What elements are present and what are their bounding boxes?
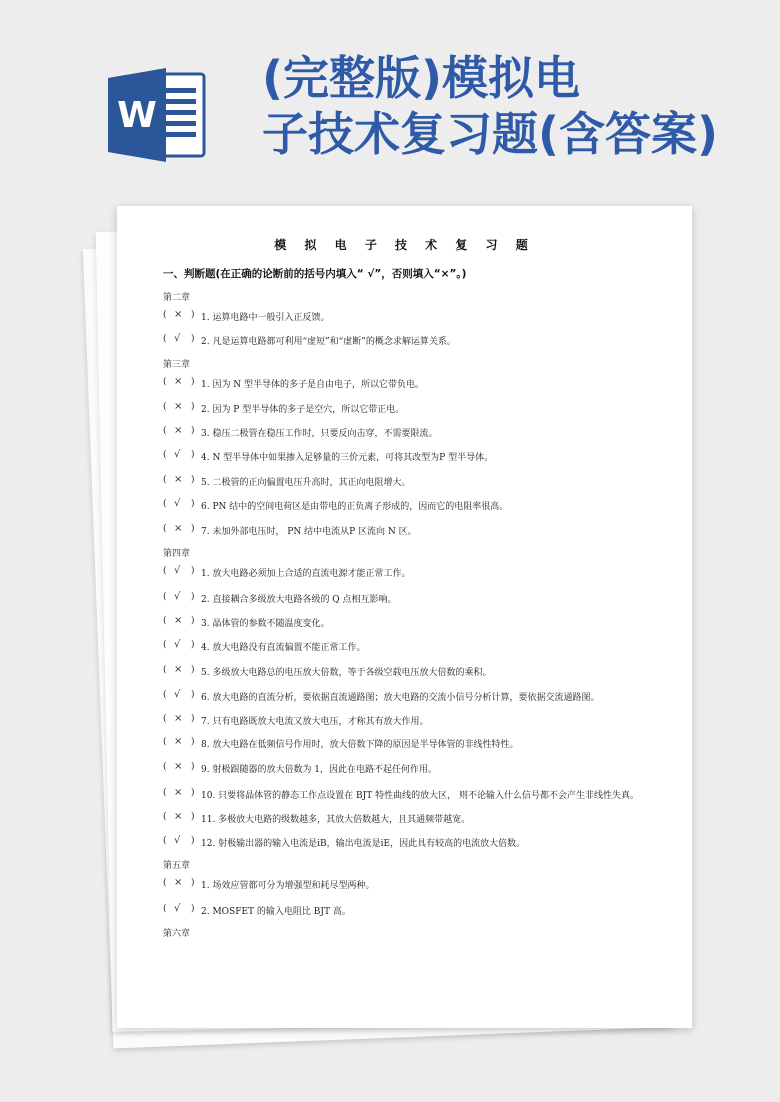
answer-mark: × (174, 736, 183, 747)
chapter-heading: 第六章 (163, 929, 191, 939)
banner-title-line2: 子技术复习题(含答案) (262, 107, 719, 161)
answer-mark: × (174, 713, 183, 724)
question-item: ( × ) 8. 放大电路在低频信号作用时，放大倍数下降的原因是半导体管的非线性特性。 (163, 736, 519, 750)
answer-mark: × (174, 877, 183, 888)
question-text: 5. 二极管的正向偏置电压升高时，其正向电阻增大。 (201, 478, 411, 488)
question-item: ( √ ) 6. 放大电路的直流分析，要依据直流通路图；放大电路的交流小信号分析计算，要依据交流通路图。 (163, 689, 600, 703)
answer-mark: × (174, 615, 183, 626)
word-icon (108, 68, 208, 162)
answer-mark: √ (174, 498, 181, 509)
question-item: ( √ ) 4. 放大电路没有直流偏置不能正常工作。 (163, 639, 366, 653)
question-item: ( × ) 1. 场效应管都可分为增强型和耗尽型两种。 (163, 877, 375, 891)
answer-mark: √ (174, 591, 181, 602)
answer-mark: √ (174, 565, 181, 576)
answer-mark: × (174, 474, 183, 485)
question-item: ( × ) 5. 二极管的正向偏置电压升高时，其正向电阻增大。 (163, 474, 411, 488)
question-text: 7. 只有电路既放大电流又放大电压，才称其有放大作用。 (201, 717, 429, 727)
question-item: ( √ ) 12. 射极输出器的输入电流是iB，输出电流是iE，因此具有较高的电流放大倍数。 (163, 835, 526, 849)
document-title: 模 拟 电 子 技 术 复 习 题 (274, 238, 535, 252)
question-item: ( × ) 7. 未加外部电压时， PN 结中电流从P 区流向 N 区。 (163, 523, 417, 537)
document-page (117, 206, 692, 1028)
question-item: ( × ) 9. 射极跟随器的放大倍数为 1，因此在电路不起任何作用。 (163, 761, 438, 775)
answer-mark: × (174, 309, 183, 320)
question-text: 2. 直接耦合多级放大电路各级的 Q 点相互影响。 (201, 595, 397, 605)
question-text: 3. 晶体管的参数不随温度变化。 (201, 619, 330, 629)
question-item: ( × ) 2. 因为 P 型半导体的多子是空穴，所以它带正电。 (163, 401, 405, 415)
answer-mark: × (174, 761, 183, 772)
answer-mark: √ (174, 639, 181, 650)
answer-mark: √ (174, 333, 181, 344)
question-item: ( × ) 1. 运算电路中一般引入正反馈。 (163, 309, 330, 323)
banner-title-line1: (完整版)模拟电 (262, 51, 581, 105)
chapter-heading: 第四章 (163, 549, 191, 559)
answer-mark: √ (174, 835, 181, 846)
question-text: 6. PN 结中的空间电荷区是由带电的正负离子形成的，因而它的电阻率很高。 (201, 502, 509, 512)
question-item: ( × ) 1. 因为 N 型半导体的多子是自由电子，所以它带负电。 (163, 376, 425, 390)
answer-mark: × (174, 664, 183, 675)
question-item: ( √ ) 2. 凡是运算电路都可利用“虚短”和“虚断”的概念求解运算关系。 (163, 333, 456, 347)
answer-mark: √ (174, 689, 181, 700)
question-text: 2. 因为 P 型半导体的多子是空穴，所以它带正电。 (201, 405, 405, 415)
question-item: ( √ ) 2. 直接耦合多级放大电路各级的 Q 点相互影响。 (163, 591, 397, 605)
chapter-heading: 第二章 (163, 293, 191, 303)
answer-mark: × (174, 787, 183, 798)
question-text: 2. MOSFET 的输入电阻比 BJT 高。 (201, 907, 351, 917)
question-text: 11. 多极放大电路的级数越多，其放大倍数越大，且其通频带越宽。 (201, 815, 471, 825)
question-text: 1. 放大电路必须加上合适的直流电源才能正常工作。 (201, 569, 411, 579)
question-item: ( √ ) 4. N 型半导体中如果掺入足够量的三价元素，可将其改型为P 型半导体。 (163, 449, 494, 463)
chapter-heading: 第五章 (163, 861, 191, 871)
question-text: 5. 多级放大电路总的电压放大倍数，等于各级空载电压放大倍数的乘积。 (201, 668, 492, 678)
answer-mark: √ (174, 903, 181, 914)
question-item: ( × ) 3. 晶体管的参数不随温度变化。 (163, 615, 330, 629)
question-text: 3. 稳压二极管在稳压工作时，只要反向击穿，不需要限流。 (201, 429, 438, 439)
question-item: ( × ) 10. 只要将晶体管的静态工作点设置在 BJT 特性曲线的放大区， 则不论输入什么信号都不会产生非线性失真。 (163, 787, 639, 801)
chapter-heading: 第三章 (163, 360, 191, 370)
question-text: 6. 放大电路的直流分析，要依据直流通路图；放大电路的交流小信号分析计算，要依据交流通路图。 (201, 693, 600, 703)
answer-mark: × (174, 376, 183, 387)
question-text: 1. 运算电路中一般引入正反馈。 (201, 313, 330, 323)
question-text: 9. 射极跟随器的放大倍数为 1，因此在电路不起任何作用。 (201, 765, 438, 775)
question-text: 12. 射极输出器的输入电流是iB，输出电流是iE，因此具有较高的电流放大倍数。 (201, 839, 526, 849)
question-item: ( × ) 7. 只有电路既放大电流又放大电压，才称其有放大作用。 (163, 713, 429, 727)
question-text: 1. 因为 N 型半导体的多子是自由电子，所以它带负电。 (201, 380, 425, 390)
answer-mark: × (174, 425, 183, 436)
question-item: ( √ ) 6. PN 结中的空间电荷区是由带电的正负离子形成的，因而它的电阻率很高。 (163, 498, 509, 512)
answer-mark: × (174, 811, 183, 822)
question-text: 10. 只要将晶体管的静态工作点设置在 BJT 特性曲线的放大区， 则不论输入什么信号都不会产生非线性失真。 (201, 791, 639, 801)
question-text: 2. 凡是运算电路都可利用“虚短”和“虚断”的概念求解运算关系。 (201, 337, 456, 347)
banner-title (262, 50, 772, 162)
section-heading: 一、判断题(在正确的论断前的括号内填入“ √”，否则填入“×”。) (163, 268, 467, 280)
question-text: 4. N 型半导体中如果掺入足够量的三价元素，可将其改型为P 型半导体。 (201, 453, 494, 463)
question-item: ( √ ) 2. MOSFET 的输入电阻比 BJT 高。 (163, 903, 351, 917)
question-text: 4. 放大电路没有直流偏置不能正常工作。 (201, 643, 366, 653)
question-item: ( × ) 5. 多级放大电路总的电压放大倍数，等于各级空载电压放大倍数的乘积。 (163, 664, 492, 678)
question-item: ( × ) 3. 稳压二极管在稳压工作时，只要反向击穿，不需要限流。 (163, 425, 438, 439)
question-text: 1. 场效应管都可分为增强型和耗尽型两种。 (201, 881, 375, 891)
question-text: 7. 未加外部电压时， PN 结中电流从P 区流向 N 区。 (201, 527, 417, 537)
question-text: 8. 放大电路在低频信号作用时，放大倍数下降的原因是半导体管的非线性特性。 (201, 740, 519, 750)
question-item: ( × ) 11. 多极放大电路的级数越多，其放大倍数越大，且其通频带越宽。 (163, 811, 471, 825)
question-item: ( √ ) 1. 放大电路必须加上合适的直流电源才能正常工作。 (163, 565, 411, 579)
svg-text:W: W (117, 95, 157, 136)
answer-mark: × (174, 401, 183, 412)
answer-mark: √ (174, 449, 181, 460)
answer-mark: × (174, 523, 183, 534)
